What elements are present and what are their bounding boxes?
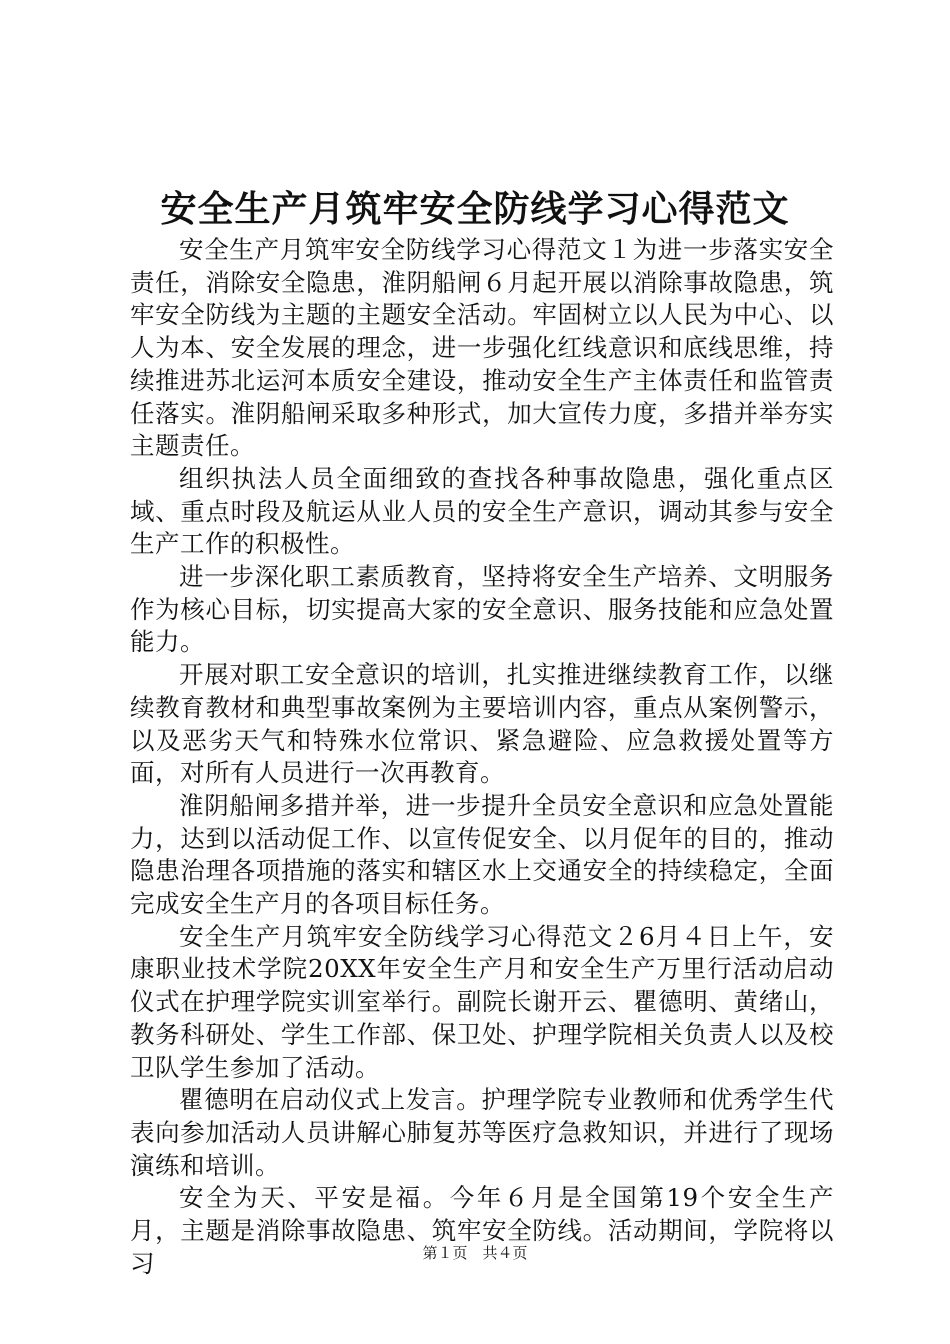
document-body xyxy=(130,234,834,1281)
paragraph: 安全生产月筑牢安全防线学习心得范文２6月４日上午，安康职业技术学院20XX年安全生产月和安全生产万里行活动启动仪式在护理学院实训室举行。副院长谢开云、瞿德明、黄绪山，教务科研处、学生工作部、保卫处、护理学院相关负责人以及校卫队学生参加了活动。 xyxy=(130,921,834,1082)
paragraph: 开展对职工安全意识的培训，扎实推进继续教育工作，以继续教育教材和典型事故案例为主要培训内容，重点从案例警示，以及恶劣天气和特殊水位常识、紧急避险、应急救援处置等方面，对所有人员进行一次再教育。 xyxy=(130,660,834,788)
paragraph: 安全为天、平安是福。今年６月是全国第19个安全生产月，主题是消除事故隐患、筑牢安全防线。活动期间，学院将以习 xyxy=(130,1183,834,1278)
paragraph: 瞿德明在启动仪式上发言。护理学院专业教师和优秀学生代表向参加活动人员讲解心肺复苏等医疗急救知识，并进行了现场演练和培训。 xyxy=(130,1085,834,1180)
paragraph: 组织执法人员全面细致的查找各种事故隐患，强化重点区域、重点时段及航运从业人员的安全生产意识，调动其参与安全生产工作的积极性。 xyxy=(130,463,834,559)
paragraph: 进一步深化职工素质教育，坚持将安全生产培养、文明服务作为核心目标，切实提高大家的安全意识、服务技能和应急处置能力。 xyxy=(130,562,834,657)
paragraph: 安全生产月筑牢安全防线学习心得范文１为进一步落实安全责任，消除安全隐患，淮阴船闸６月起开展以消除事故隐患，筑牢安全防线为主题的主题安全活动。牢固树立以人民为中心、以人为本、安全发展的理念，进一步强化红线意识和底线思维，持续推进苏北运河本质安全建设，推动安全生产主体责任和监管责任落实。淮阴船闸采取多种形式，加大宣传力度，多措并举夯实主题责任。 xyxy=(130,235,834,461)
paragraph: 淮阴船闸多措并举，进一步提升全员安全意识和应急处置能力，达到以活动促工作、以宣传促安全、以月促年的目的，推动隐患治理各项措施的落实和辖区水上交通安全的持续稳定，全面完成安全生产月的各项目标任务。 xyxy=(130,790,834,919)
document-title: 安全生产月筑牢安全防线学习心得范文 xyxy=(160,188,790,230)
page-footer: 第１页 共４页 xyxy=(422,1244,528,1262)
